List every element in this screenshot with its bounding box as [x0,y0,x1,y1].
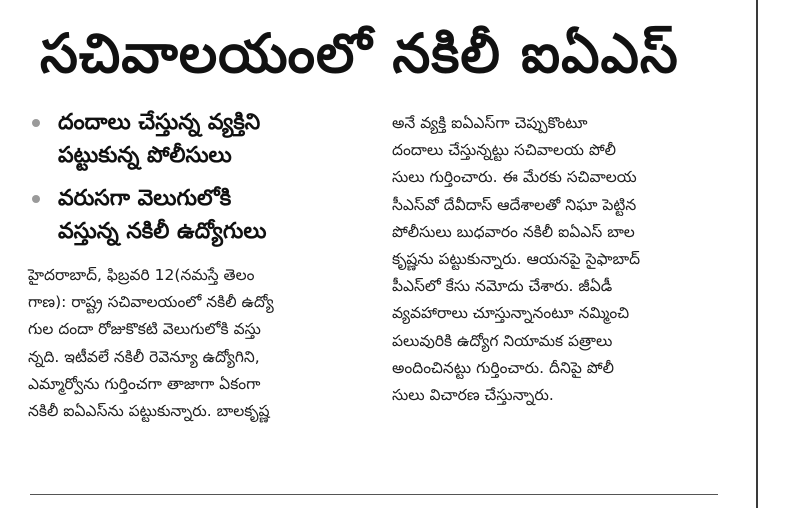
left-column [28,106,378,425]
article-body-right: అనే వ్యక్తి ఐఏఎస్‌గా చెప్పుకొంటూ దందాలు చేస్తున్నట్టు సచివాలయ పోలీ సులు గుర్తించారు. ఈ మేరకు సచివాలయ సీఎస్‌వో దేవీదాస్ ఆదేశాలతో నిఘా పెట్టిన పోలీసులు బుధవారం నకిలీ ఐఏఎస్ బాల కృష్ణను పట్టుకున్నారు. ఆయనపై సైఫాబాద్ పీఎస్‌లో కేసు నమోదు చేశారు. జీఏడీ వ్యవహారాలు చూస్తున్నానంటూ నమ్మించి పలువురికి ఉద్యోగ నియామక పత్రాలు అందించినట్టు గుర్తించారు. దీనిపై పోలీ సులు విచారణ చేస్తున్నారు. [392,114,641,405]
headline: సచివాలయంలో నకిలీ ఐఏఎస్ [40,22,679,85]
column-border [756,0,758,508]
bottom-divider [30,494,718,495]
right-column [392,106,744,409]
bullet-point [28,106,378,172]
bullet-text: వరుసగా వెలుగులోకి వస్తున్న నకిలీ ఉద్యోగులు [58,186,267,244]
article-body-left: హైదరాబాద్, ఫిబ్రవరి 12(నమస్తే తెలం గాణ): రాష్ట్ర సచివాలయంలో నకిలీ ఉద్యో గుల దందా రోజుకొకటి వెలుగులోకి వస్తు న్నది. ఇటీవలే నకిలీ రెవెన్యూ ఉద్యోగిని, ఎమ్మార్వోను గుర్తించగా తాజాగా ఏకంగా నకిలీ ఐఏఎస్‌ను పట్టుకున్నారు. బాలకృష్ణ [28,266,274,421]
bullet-dot-icon [32,119,40,127]
bullet-point [28,182,378,248]
bullet-text: దందాలు చేస్తున్న వ్యక్తిని పట్టుకున్న పోలీసులు [58,110,261,168]
bullet-dot-icon [32,195,40,203]
